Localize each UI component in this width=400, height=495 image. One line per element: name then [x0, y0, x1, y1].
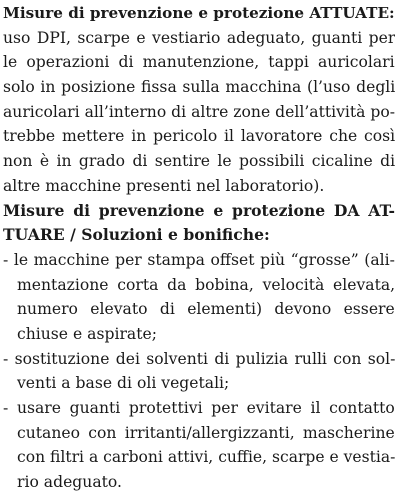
body-line: solo in posizione fissa sulla macchina (l’uso degli: [3, 78, 395, 97]
body-line: non è in grado di sentire le possibili cicaline di: [3, 152, 395, 171]
list-item-continuation: venti a base di oli vegetali;: [17, 374, 230, 393]
list-item-continuation: rio adeguato.: [17, 473, 122, 492]
document-body: [3, 1, 395, 495]
list-item-continuation: mentazione corta da bobina, velocità elevata,: [17, 275, 395, 294]
section-heading-da-attuare-cont: TUARE / Soluzioni e bonifiche:: [3, 225, 270, 245]
section-heading-attuate: Misure di prevenzione e protezione ATTUATE:: [3, 4, 395, 22]
body-line: altre macchine presenti nel laboratorio).: [3, 176, 325, 195]
list-item: - sostituzione dei solventi di pulizia rulli con sol-: [3, 349, 395, 368]
body-line: trebbe mettere in pericolo il lavoratore che così: [3, 127, 395, 146]
list-item-continuation: cutaneo con irritanti/allergizzanti, mascherine: [17, 423, 395, 442]
body-line: le operazioni di manutenzione, tappi auricolari: [3, 53, 395, 72]
list-item-continuation: chiuse e aspirate;: [17, 324, 157, 343]
list-item: - le macchine per stampa offset più “grosse” (ali-: [3, 250, 395, 269]
list-item-continuation: numero elevato di elementi) devono essere: [17, 300, 395, 319]
list-item: - usare guanti protettivi per evitare il contatto: [3, 399, 395, 417]
body-line: auricolari all’interno di altre zone dell’attività po-: [3, 102, 395, 121]
list-item-continuation: con filtri a carboni attivi, cuffie, scarpe e vestia-: [17, 448, 395, 467]
section-heading-da-attuare: Misure di prevenzione e protezione DA AT-: [3, 200, 395, 220]
body-line: uso DPI, scarpe e vestiario adeguato, guanti per: [3, 28, 395, 47]
